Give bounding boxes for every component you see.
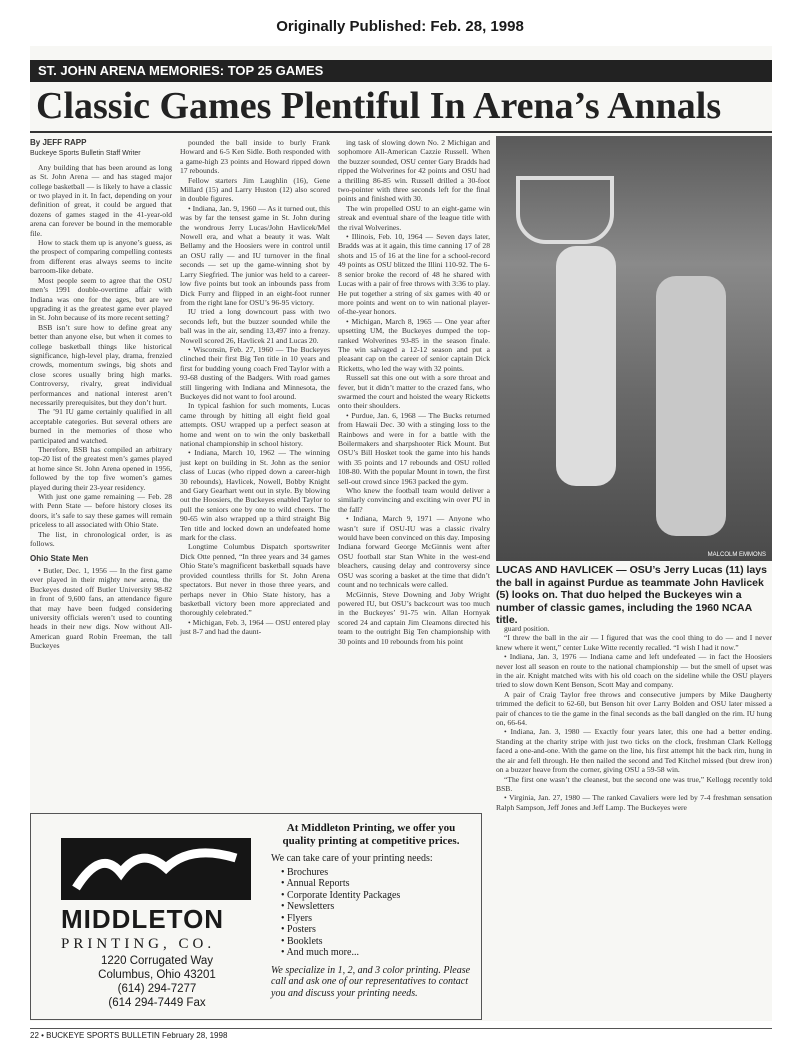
paragraph: • Illinois, Feb. 10, 1964 — Seven days later, Bradds was at it again, this time canning 17 of 28 shots and 15 of 16 at the line for a school-record 49 points as OSU blitzed the Illini 110-92. The 6-8 senior broke the record of 48 he shared with Lucas with a pair of free throws with 3:36 to play. He put together a string of six games with 40 or more points and went on to win national player-of-the-year honors. [338,232,490,317]
paragraph: • Indiana, Jan. 3, 1976 — Indiana came and left undefeated — in fact the Hoosiers never lost all season en route to the national championship — but the smell of upset was in the air. Knight matched wits with his old coach on the sideline while the OSU players tried to slow down Kent Benson, Scott May and company. [496,652,772,690]
paragraph: Any building that has been around as long as St. John Arena — and has staged major college basketball — is likely to have a classic or two played in it. In fact, depending on your definition of great, it could be argued that dozens of games staged in the 41-year-old arena can forever be bound in the memorable file. [30,162,172,238]
paragraph: • Indiana, Jan. 3, 1980 — Exactly four years later, this one had a better ending. Standing at the charity stripe with just two ticks on the clock, freshman Clark Kellogg faced a one-and-one. With the game on the line, his first attempt hit the back rim, hung in the air and fell through. He then nailed the second and Ted Kitchel missed (but drew iron) on a buzzer heave from the corner, giving OSU a 59-58 win. [496,727,772,775]
service-item: • Corporate Identity Packages [281,890,471,902]
address-line: Columbus, Ohio 43201 [98,969,216,981]
article-column-2 [180,138,330,637]
basketball-photo [496,136,772,561]
paragraph: • Indiana, Jan. 9, 1960 — As it turned out, this was by far the tensest game in St. John during the wondrous Jerry Lucas/John Havlicek/Mel Nowell era, and what a beauty it was. Walt Bellamy and the Hoosiers were in control until an OSU rally — and IU turnover in the final seconds — set up the game-winning shot by Larry Siegfried. The junior was held to a career-low five points but took an inbounds pass from Dick Furry and flipped in an eight-foot runner from the right lane for OSU’s 96-95 victory. [180,203,330,307]
middleton-printing-ad [30,813,482,1020]
paragraph: With just one game remaining — Feb. 28 with Penn State — before history closes its doors, it’s safe to say these games will remain priceless to all associated with Ohio State. [30,492,172,530]
paragraph: • Virginia, Jan. 27, 1980 — The ranked Cavaliers were led by 7-4 freshman sensation Ralph Sampson, Jeff Jones and Jeff Lamp. The Buckeyes were [496,793,772,812]
service-item: • Flyers [281,913,471,925]
paragraph: pounded the ball inside to burly Frank Howard and 6-5 Ken Sidle. Both responded with a game-high 23 points and Howard ripped down 17 rebounds. [180,138,330,176]
page-footer: 22 • BUCKEYE SPORTS BULLETIN February 28, 1998 [30,1028,772,1040]
paragraph: • Indiana, March 10, 1962 — The winning just kept on building in St. John as the senior class of Lucas (who ripped down a career-high 30 rebounds), Havlicek, Nowell, Bobby Knight and Gary Gearhart went out in style. By blowing out the Hoosiers, the Buckeyes enabled Taylor to pull the seniors one by one to wild cheers. The 90-65 win also wrapped up a third straight Big Ten title and locked down an undefeated home mark for the class. [180,448,330,543]
paragraph: McGinnis, Steve Downing and Joby Wright powered IU, but OSU’s backcourt was too much in the Buckeyes’ 91-75 win. Allan Hornyak scored 24 and captain Jim Cleamons directed his team to the outright Big Ten championship with 30 points and 10 rebounds from his point [338,589,490,646]
address-line: 1220 Corrugated Way [100,955,214,967]
paragraph: The ’91 IU game certainly qualified in all acceptable categories. But several others are burned in the memories of those who participated and watched. [30,407,172,445]
basket-rim-shape [516,176,614,244]
service-item: • Booklets [281,936,471,948]
byline: By JEFF RAPP [30,138,87,147]
player-silhouette [656,276,726,536]
paragraph: IU tried a long downcourt pass with two seconds left, but the buzzer sounded while the ball was in the air, sending 13,497 into a frenzy. Nowell scored 26, Havlicek 21 and Lucas 20. [180,307,330,345]
photo-caption: LUCAS AND HAVLICEK — OSU’s Jerry Lucas (11) lays the ball in against Purdue as teammate John Havlicek (5) looks on. That duo helped the Buckeyes win a number of classic games, including the 1960 NCAA title. [496,564,767,626]
ad-specialize-text: We specialize in 1, 2, and 3 color printing. Please call and ask one of our representatives to contact you and discuss your printing needs. [271,964,471,999]
paragraph: • Butler, Dec. 1, 1956 — In the first game ever played in their mighty new arena, the Buckeyes dusted off Butler University 98-82 in front of 9,600 fans, an attendance figure that may have been fudged considering university officials weren’t used to counting heads in their new digs. Now without All-American guard Robin Freeman, the tall Buckeyes [30,565,172,651]
paragraph: • Indiana, March 9, 1971 — Anyone who wasn’t sure if OSU-IU was a classic rivalry would have been convinced on this day. Imposing Indiana forward George McGinnis went after OSU football star Stan White in the west-end bleachers, causing delay and controversy since OSU was scoring a basket at the time that didn’t count and no technicals were called. [338,514,490,590]
paragraph: Most people seem to agree that the OSU men’s 1991 double-overtime affair with Indiana was one for the ages, but are we upgrading it as the greatest game ever played in St. John because of its more recent setting? [30,275,172,323]
photo-credit: MALCOLM EMMONS [707,552,766,558]
paragraph: Longtime Columbus Dispatch sportswriter Dick Otte penned, “In three years and 34 games Ohio State’s magnificent basketball squads have provided countless thrills for St. John Arena spectators. But never in those three years, and perhaps never in Ohio State history, has a basketball victory been more appreciated and thoroughly celebrated.” [180,542,330,618]
service-item: • Brochures [281,867,471,879]
paragraph: “The first one wasn’t the cleanest, but the second one was true,” Kellogg recently told BSB. [496,774,772,793]
paragraph: • Purdue, Jan. 6, 1968 — The Bucks returned from Hawaii Dec. 30 with a stinging loss to the Rainbows and were in for a battle with the Boilermakers and sharpshooter Rick Mount. But OSU’s Bill Hosket took the game into his hands with 35 points and 17 rebounds and OSU rolled 108-80. With the popular Mount in town, the first sell-out crowd since 1963 packed the gym. [338,410,490,486]
paragraph: Fellow starters Jim Laughlin (16), Gene Millard (15) and Larry Huston (12) also scored in double figures. [180,175,330,204]
paragraph: • Wisconsin, Feb. 27, 1960 — The Buckeyes clinched their first Big Ten title in 10 years and first for budding young coach Fred Taylor with a 93-68 dusting of the Badgers. With road games still lingering with Indiana and Minnesota, the Buckeyes did not want to fool around. [180,344,330,401]
headline: Classic Games Plentiful In Arena’s Annals [36,85,722,127]
service-item: • Newsletters [281,901,471,913]
paragraph: • Michigan, Feb. 3, 1964 — OSU entered play just 8-7 and had the daunt- [180,617,330,637]
service-item: • Posters [281,924,471,936]
paragraph: The list, in chronological order, is as follows. [30,529,172,549]
ad-intro: At Middleton Printing, we offer you quality printing at competitive prices. [282,822,460,847]
paragraph: Russell sat this one out with a sore throat and fever, but it didn’t matter to the crazed fans, who swarmed the court and hoisted the weary Ricketts onto their shoulders. [338,373,490,411]
paragraph: BSB isn’t sure how to define great any better than anyone else, but when it comes to college basketball things like historical significance, high-level play, drama, frenzied crowds, momentum swings, big shots and close scores usually bring high marks. Controversy, rivalry, great individual performances and national interest aren’t necessarily prerequisites, but they don’t hurt. [30,322,172,407]
paragraph: Therefore, BSB has compiled an arbitrary top-20 list of the greatest men’s games played at home since St. John Arena opened in 1956, followed by the top five women’s games played during their 23-year residency. [30,445,172,492]
logo-name: MIDDLETON [61,904,225,934]
article-column-3 [338,138,490,646]
paragraph: The win propelled OSU to an eight-game win streak and eventual share of the league title with the rival Wolverines. [338,203,490,232]
ad-services-list [271,867,471,959]
ad-address [57,954,257,1010]
byline-title: Buckeye Sports Bulletin Staff Writer [30,150,141,158]
paragraph: Who knew the football team would deliver a similarly convincing and exciting win over PU in the fall? [338,486,490,514]
paragraph: “I threw the ball in the air — I figured that was the cool thing to do — and I never knew where it went,” center Luke Witte recently recalled. “I wish I had it now.” [496,633,772,652]
article-column-4 [496,624,772,812]
logo-subtitle: PRINTING, CO. [61,936,216,952]
player-silhouette [556,246,616,486]
logo-m-mark [61,838,251,900]
headline-rule [30,131,772,133]
fax-line: (614 294-7449 Fax [108,997,206,1009]
phone-line: (614) 294-7277 [117,983,197,995]
original-published-banner: Originally Published: Feb. 28, 1998 [276,18,524,35]
paragraph: A pair of Craig Taylor free throws and consecutive jumpers by Mike Daugherty trimmed the deficit to 62-60, but Benson hit over Larry Bolden and OSU later missed a pair of chances to tie the game in the final seconds as the ball dangled on the rim. IU hung on, 66-64. [496,689,772,728]
paragraph: How to stack them up is anyone’s guess, as the prospect of comparing compelling contests from different eras always seems to incite barroom-like debate. [30,238,172,276]
section-kicker: ST. JOHN ARENA MEMORIES: TOP 25 GAMES [30,60,772,82]
service-item: • Annual Reports [281,878,471,890]
section-subhead: Ohio State Men [30,554,89,564]
ad-needs-label: We can take care of your printing needs: [271,853,433,864]
service-item: • And much more... [281,947,471,959]
paragraph: • Michigan, March 8, 1965 — One year after upsetting UM, the Buckeyes dumped the top-ranked Wolverines 93-85 in the season finale. The win salvaged a 12-12 season and put a pleasant cap on the career of senior captain Dick Ricketts, who led the way with 32 points. [338,316,490,373]
ad-copy [271,822,471,999]
paragraph: guard position. [504,624,550,633]
article-column-1 [30,138,172,651]
paragraph: In typical fashion for such moments, Lucas came through by hitting all eight field goal attempts. OSU wrapped up a perfect season at home and went on to win the only basketball national championship in school history. [180,401,330,448]
paragraph: ing task of slowing down No. 2 Michigan and sophomore All-American Cazzie Russell. When the buzzer sounded, OSU center Gary Bradds had ripped the Wolverines for 42 points and OSU had a thrilling 86-85 win. Russell drilled a 30-foot two-pointer with three seconds left for the final points and finished with 30. [338,138,490,204]
newspaper-page [30,46,772,1040]
